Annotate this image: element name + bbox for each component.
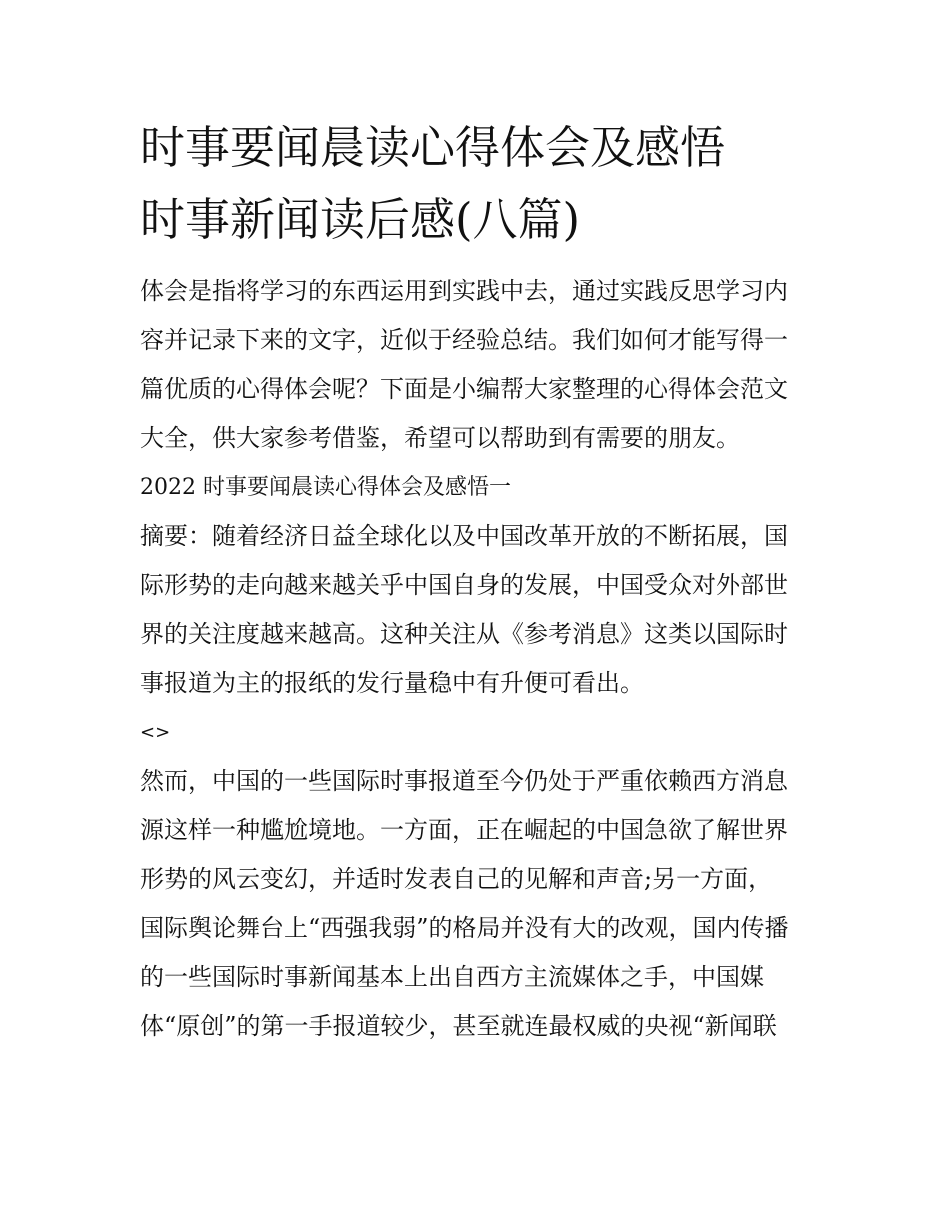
title-line-1: 时事要闻晨读心得体会及感悟 xyxy=(140,121,726,174)
abstract-line: 界的关注度越来越高。这种关注从《参考消息》这类以国际时 xyxy=(140,620,788,648)
body-line: 形势的风云变幻，并适时发表自己的见解和声音;另一方面， xyxy=(140,865,773,893)
abstract-line: 际形势的走向越来越关乎中国自身的发展，中国受众对外部世 xyxy=(140,571,788,599)
intro-line: 体会是指将学习的东西运用到实践中去，通过实践反思学习内 xyxy=(140,277,788,305)
intro-line: 大全，供大家参考借鉴，希望可以帮助到有需要的朋友。 xyxy=(140,424,740,452)
body-line: 源这样一种尴尬境地。一方面，正在崛起的中国急欲了解世界 xyxy=(140,816,788,844)
abstract-line: 事报道为主的报纸的发行量稳中有升便可看出。 xyxy=(140,669,644,697)
document-page xyxy=(140,112,812,1051)
separator-mark: <> xyxy=(140,722,171,743)
title-line-2: 时事新闻读后感(八篇) xyxy=(140,193,581,246)
section-heading: 2022 时事要闻晨读心得体会及感悟一 xyxy=(140,475,511,500)
abstract-line: 摘要：随着经济日益全球化以及中国改革开放的不断拓展，国 xyxy=(140,522,788,550)
document-title xyxy=(140,112,812,256)
abstract-paragraph xyxy=(140,512,812,708)
body-line: 体“原创”的第一手报道较少，甚至就连最权威的央视“新闻联 xyxy=(140,1012,777,1040)
intro-line: 篇优质的心得体会呢？下面是小编帮大家整理的心得体会范文 xyxy=(140,375,788,403)
intro-line: 容并记录下来的文字，近似于经验总结。我们如何才能写得一 xyxy=(140,326,788,354)
body-line: 的一些国际时事新闻基本上出自西方主流媒体之手，中国媒 xyxy=(140,963,764,991)
body-line: 然而，中国的一些国际时事报道至今仍处于严重依赖西方消息 xyxy=(140,767,788,795)
body-line: 国际舆论舞台上“西强我弱”的格局并没有大的改观，国内传播 xyxy=(140,914,789,942)
intro-paragraph xyxy=(140,267,812,463)
body-paragraph xyxy=(140,757,812,1051)
